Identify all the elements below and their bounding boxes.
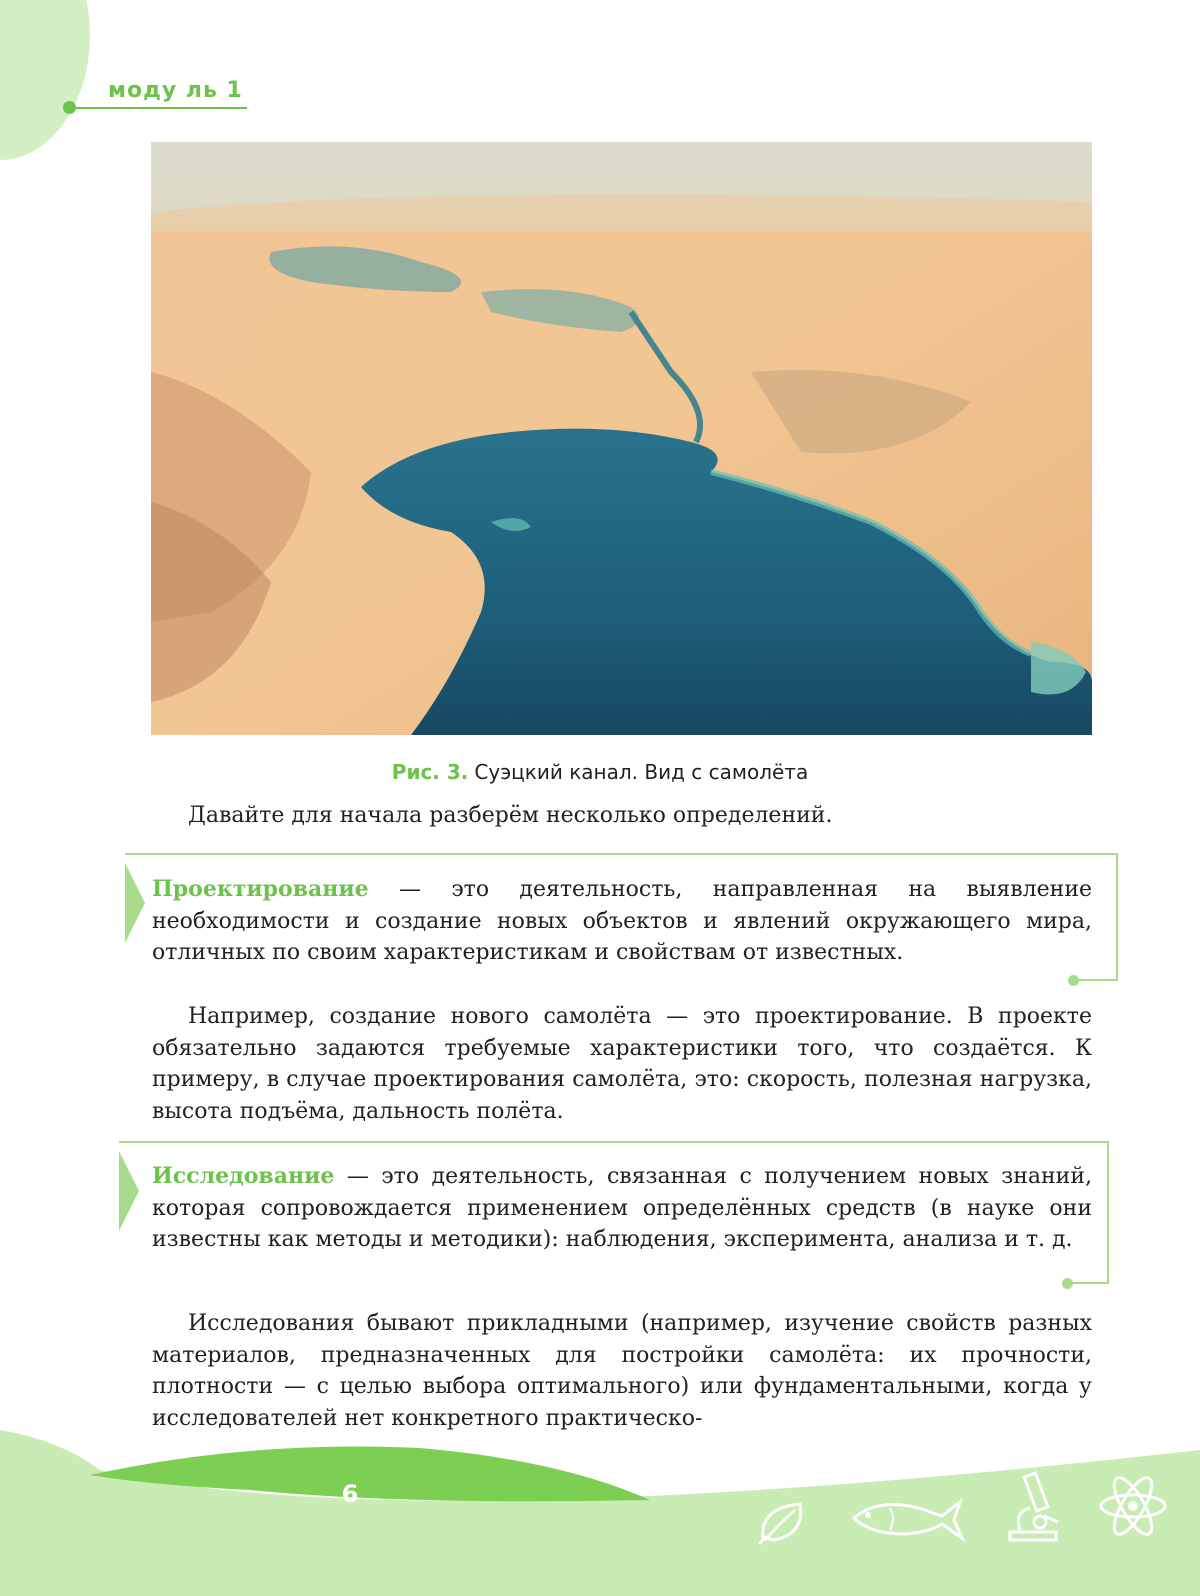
definition-frame-top [119, 1141, 1109, 1143]
term-design: Проектирование [152, 876, 369, 902]
definition-arrow [125, 863, 145, 943]
module-label: моду ль 1 [108, 78, 243, 103]
definition-frame-top [125, 853, 1118, 855]
definition-frame-right [1116, 853, 1118, 981]
definition-design [152, 874, 1092, 969]
term-research: Исследование [152, 1163, 335, 1189]
definition-arrow [119, 1151, 139, 1231]
suez-canal-photo [151, 142, 1092, 735]
example-paragraph-design: Например, создание нового самолёта — это проектирование. В проекте обязательно задаются требуемые характеристики того, что создаётся. К примеру, в случае проектирования самолёта, это: скорость, полезная нагрузка, высота подъёма, дальность полёта. [152, 1004, 1092, 1124]
definition-design-text: — это деятельность, направленная на выявление необходимости и создание новых объектов и явлений окружающего мира, отличных по своим характеристикам и свойствам от известных. [152, 877, 1092, 965]
figure-caption [0, 760, 1200, 784]
definition-research [152, 1161, 1092, 1256]
definition-frame-right [1107, 1141, 1109, 1284]
definition-frame-dot [1062, 1278, 1073, 1289]
module-underline [72, 107, 247, 109]
intro-paragraph: Давайте для начала разберём несколько определений. [188, 803, 833, 828]
leaf-icon [755, 1498, 815, 1548]
example-paragraph-research: Исследования бывают прикладными (например, изучение свойств разных материалов, предназначенных для постройки самолёта: их прочности, плотности — с целью выбора оптимального) или фундаментальными, когда у исследователей нет конкретного практическо- [152, 1311, 1092, 1431]
page-number: 6 [341, 1480, 359, 1508]
definition-frame-dot [1068, 975, 1079, 986]
fish-icon [850, 1490, 965, 1545]
figure-caption-text: Суэцкий канал. Вид с самолёта [474, 760, 809, 784]
atom-icon [1097, 1470, 1169, 1542]
corner-decoration [0, 0, 90, 160]
microscope-icon [1000, 1470, 1070, 1550]
definition-research-text: — это деятельность, связанная с получением новых знаний, которая сопровождается применением определённых средств (в науке они известны как методы и методики): наблюдения, эксперимента, анализа и т. д. [152, 1164, 1092, 1252]
figure-label: Рис. 3. [391, 760, 469, 784]
